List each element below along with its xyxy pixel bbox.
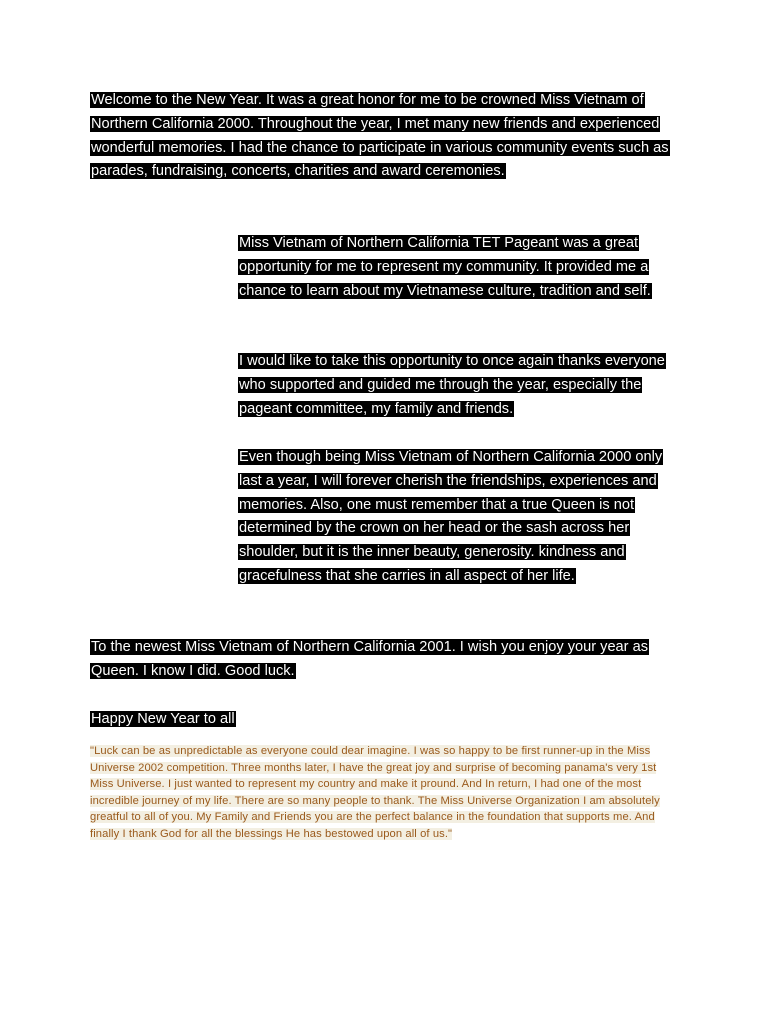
paragraph-thanks xyxy=(238,350,683,421)
paragraph-newest-text: To the newest Miss Vietnam of Northern California 2001. I wish you enjoy your year as Queen. I know I did. Good luck. xyxy=(91,639,648,679)
quote-text: "Luck can be as unpredictable as everyone could dear imagine. I was so happy to be first runner-up in the Miss Universe 2002 competition. Three months later, I have the great joy and surprise of becoming panama's very 1st Miss Universe. I just wanted to represent my country and make it pround. And In return, I had one of the most incredible journey of my life. There are so many people to thank. The Miss Universe Organization I am absolutely greatful to all of you. My Family and Friends you are the perfect balance in the foundation that supports me. And finally I thank God for all the blessings He has bestowed upon all of us." xyxy=(90,745,660,840)
paragraph-thanks-text: I would like to take this opportunity to once again thanks everyone who supported and guided me through the year, especially the pageant committee, my family and friends. xyxy=(239,353,665,417)
paragraph-happy-new-year xyxy=(90,708,680,732)
paragraph-newest xyxy=(90,636,680,684)
paragraph-welcome xyxy=(90,89,680,184)
quote-block xyxy=(90,743,675,843)
paragraph-queen-text: Even though being Miss Vietnam of Northern California 2000 only last a year, I will forever cherish the friendships, experiences and memories. Also, one must remember that a true Queen is not determined by the crown on her head or the sash across her shoulder, but it is the inner beauty, generosity. kindness and gracefulness that she carries in all aspect of her life. xyxy=(239,449,663,584)
paragraph-happy-new-year-text: Happy New Year to all xyxy=(91,711,235,727)
paragraph-pageant-text: Miss Vietnam of Northern California TET Pageant was a great opportunity for me to represent my community. It provided me a chance to learn about my Vietnamese culture, tradition and self. xyxy=(239,235,651,299)
paragraph-welcome-text: Welcome to the New Year. It was a great honor for me to be crowned Miss Vietnam of Northern California 2000. Throughout the year, I met many new friends and experienced wonderful memories. I had the chance to participate in various community events such as parades, fundraising, concerts, charities and award ceremonies. xyxy=(91,92,669,180)
paragraph-pageant xyxy=(238,232,683,303)
paragraph-queen xyxy=(238,446,683,589)
